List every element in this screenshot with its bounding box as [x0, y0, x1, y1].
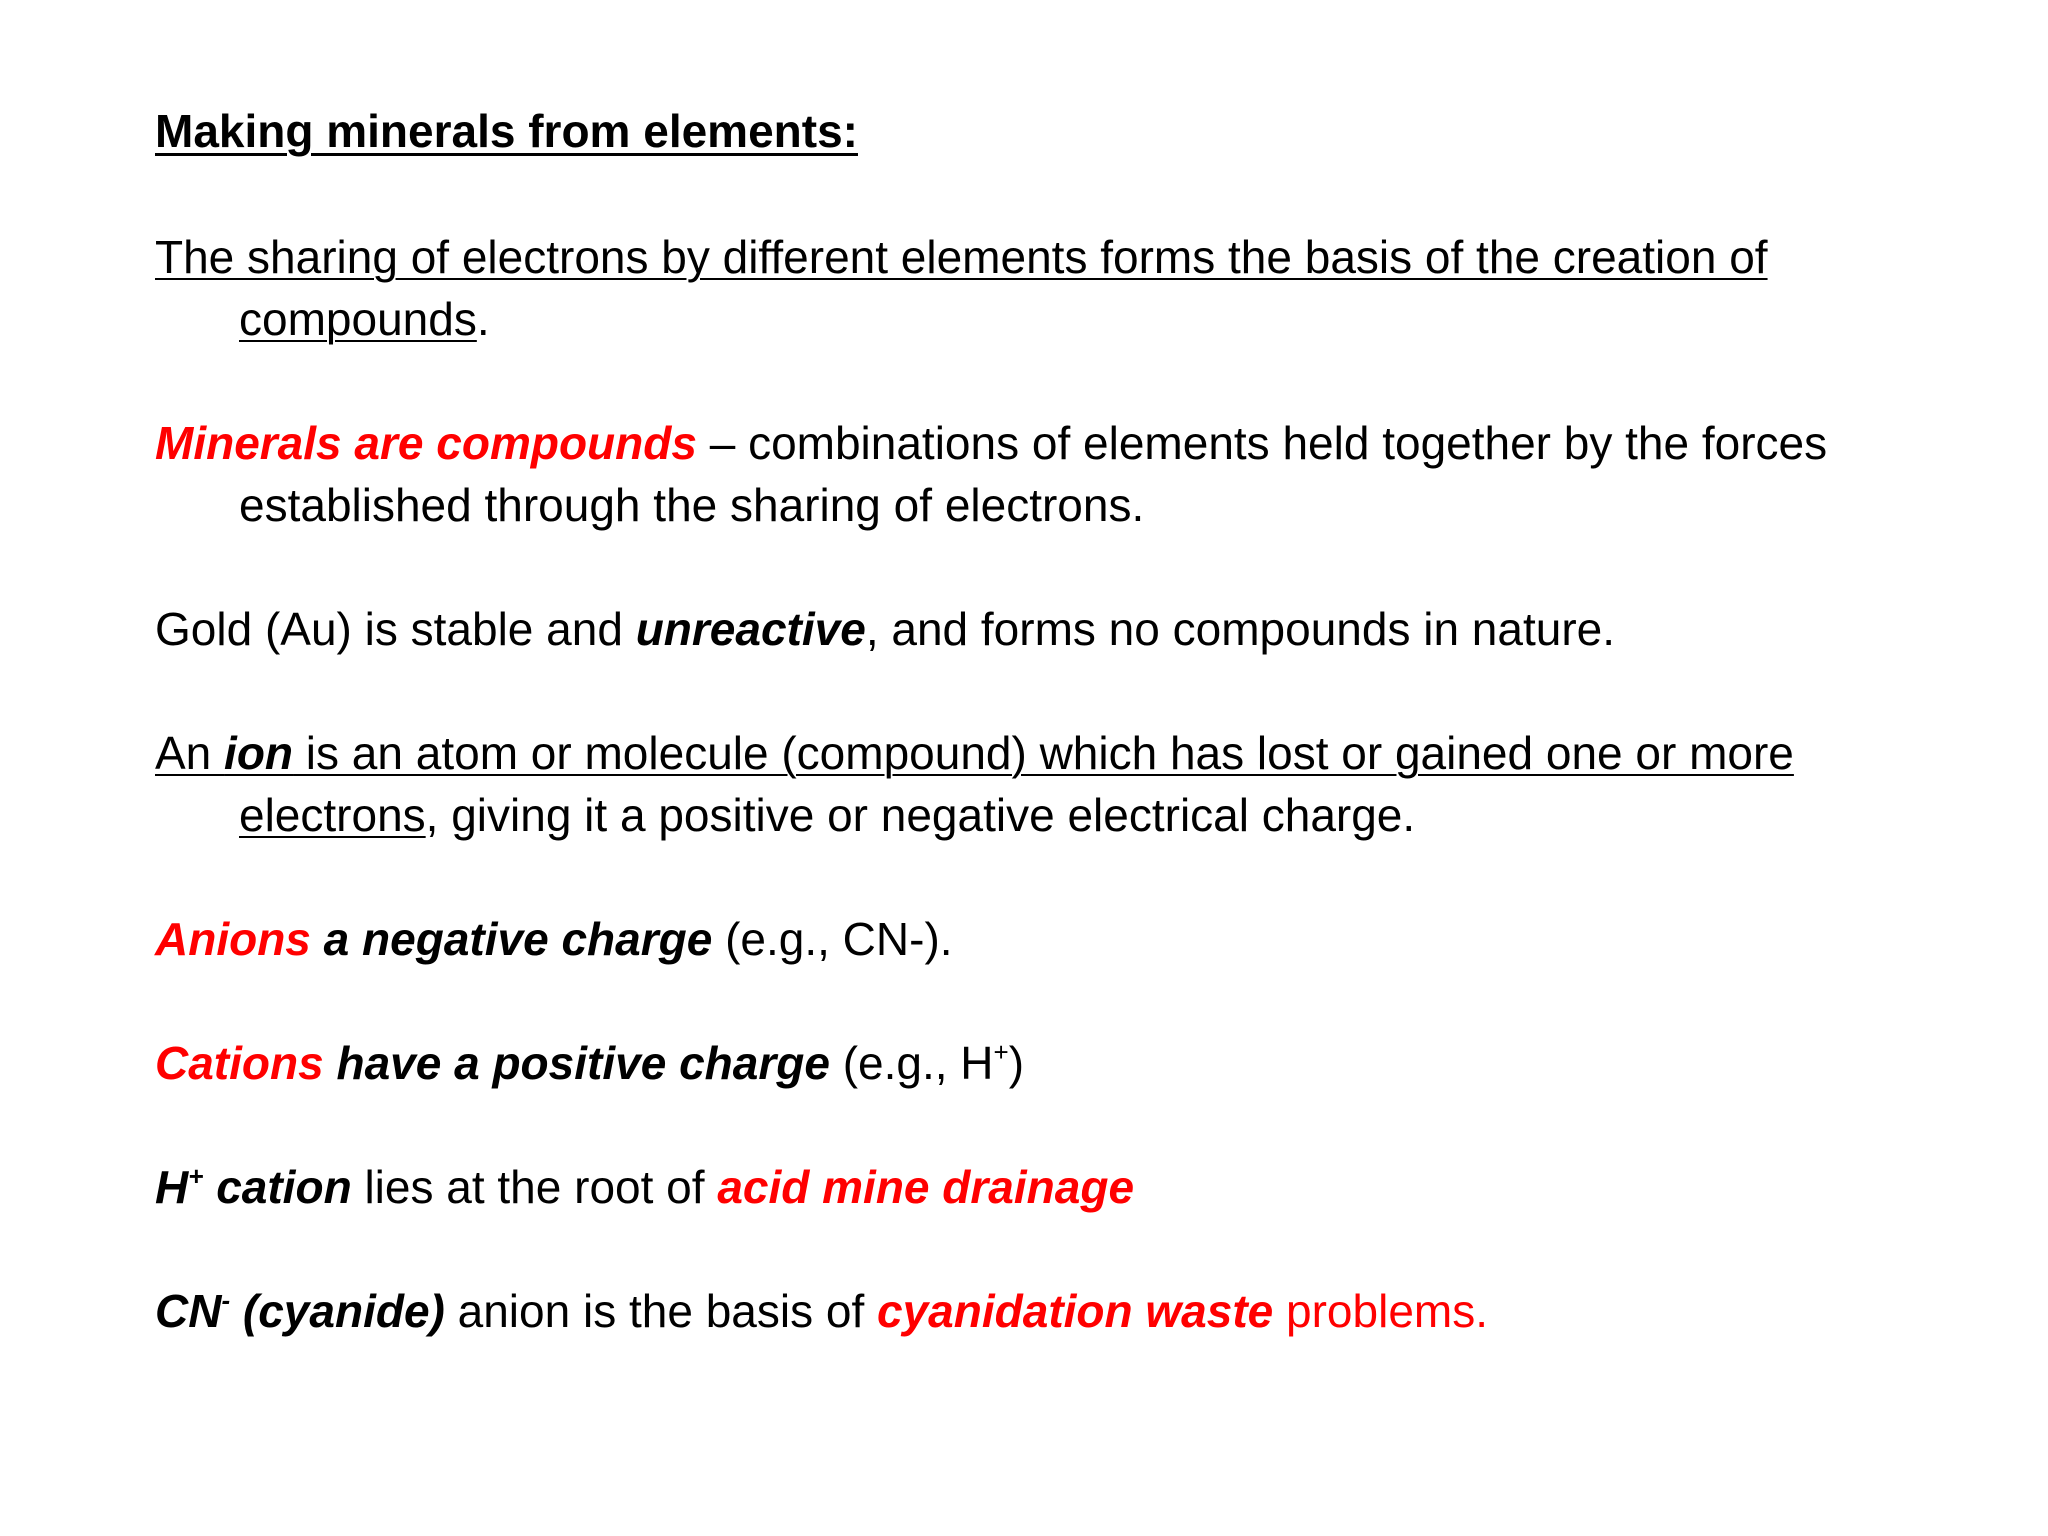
gold-text-end: , and forms no compounds in nature. — [865, 603, 1616, 655]
sharing-electrons-period: . — [476, 293, 490, 345]
unreactive-term: unreactive — [635, 603, 866, 655]
cn-symbol: CN — [155, 1285, 222, 1337]
cyanidation-waste-term: cyanidation waste — [877, 1285, 1274, 1337]
anions-emph: a negative charge — [310, 913, 713, 965]
gold-text-start: Gold (Au) is stable and — [155, 603, 636, 655]
paragraph-ion — [155, 722, 1955, 846]
h-symbol: H — [155, 1161, 189, 1213]
paragraph-minerals-compounds — [155, 412, 1955, 536]
h-cation-label: cation — [203, 1161, 352, 1213]
paragraph-sharing-electrons — [155, 226, 1955, 350]
paragraph-cations — [155, 1032, 1955, 1094]
anions-example: (e.g., CN-). — [712, 913, 953, 965]
cations-example-end: ) — [1008, 1037, 1025, 1089]
ion-term: ion — [224, 727, 294, 779]
paragraph-h-cation — [155, 1156, 1955, 1218]
h-cation-mid: lies at the root of — [351, 1161, 718, 1213]
cations-term: Cations — [155, 1037, 324, 1089]
anions-term: Anions — [155, 913, 311, 965]
minerals-definition-text: – combinations of elements held together by the forces established through the sharing of electrons. — [239, 417, 1828, 531]
minerals-are-compounds-term: Minerals are compounds — [155, 417, 697, 469]
ion-text-rest: is an atom or molecule (compound) which has lost or gained one or more electrons — [239, 727, 1794, 841]
paragraph-cyanide — [155, 1280, 1955, 1342]
cations-example-start: (e.g., H — [829, 1037, 994, 1089]
cyanide-mid: anion is the basis of — [444, 1285, 878, 1337]
ion-text-start: An — [155, 727, 225, 779]
cn-superscript: - — [221, 1285, 231, 1315]
cyanide-label: (cyanide) — [230, 1285, 445, 1337]
cyanidation-problems-text: problems. — [1273, 1285, 1488, 1337]
paragraph-anions — [155, 908, 1955, 970]
h-superscript: + — [188, 1161, 204, 1191]
cations-example-sup: + — [993, 1037, 1009, 1067]
slide-title: Making minerals from elements: — [155, 105, 858, 157]
cyanide-term — [155, 1285, 445, 1337]
h-cation-term — [155, 1161, 352, 1213]
cations-emph: have a positive charge — [323, 1037, 830, 1089]
sharing-electrons-text: The sharing of electrons by different elements forms the basis of the creation of compounds — [155, 231, 1768, 345]
ion-text-end: , giving it a positive or negative electrical charge. — [425, 789, 1416, 841]
acid-mine-drainage-term: acid mine drainage — [717, 1161, 1135, 1213]
paragraph-gold — [155, 598, 1955, 660]
slide-content — [155, 100, 1955, 1404]
